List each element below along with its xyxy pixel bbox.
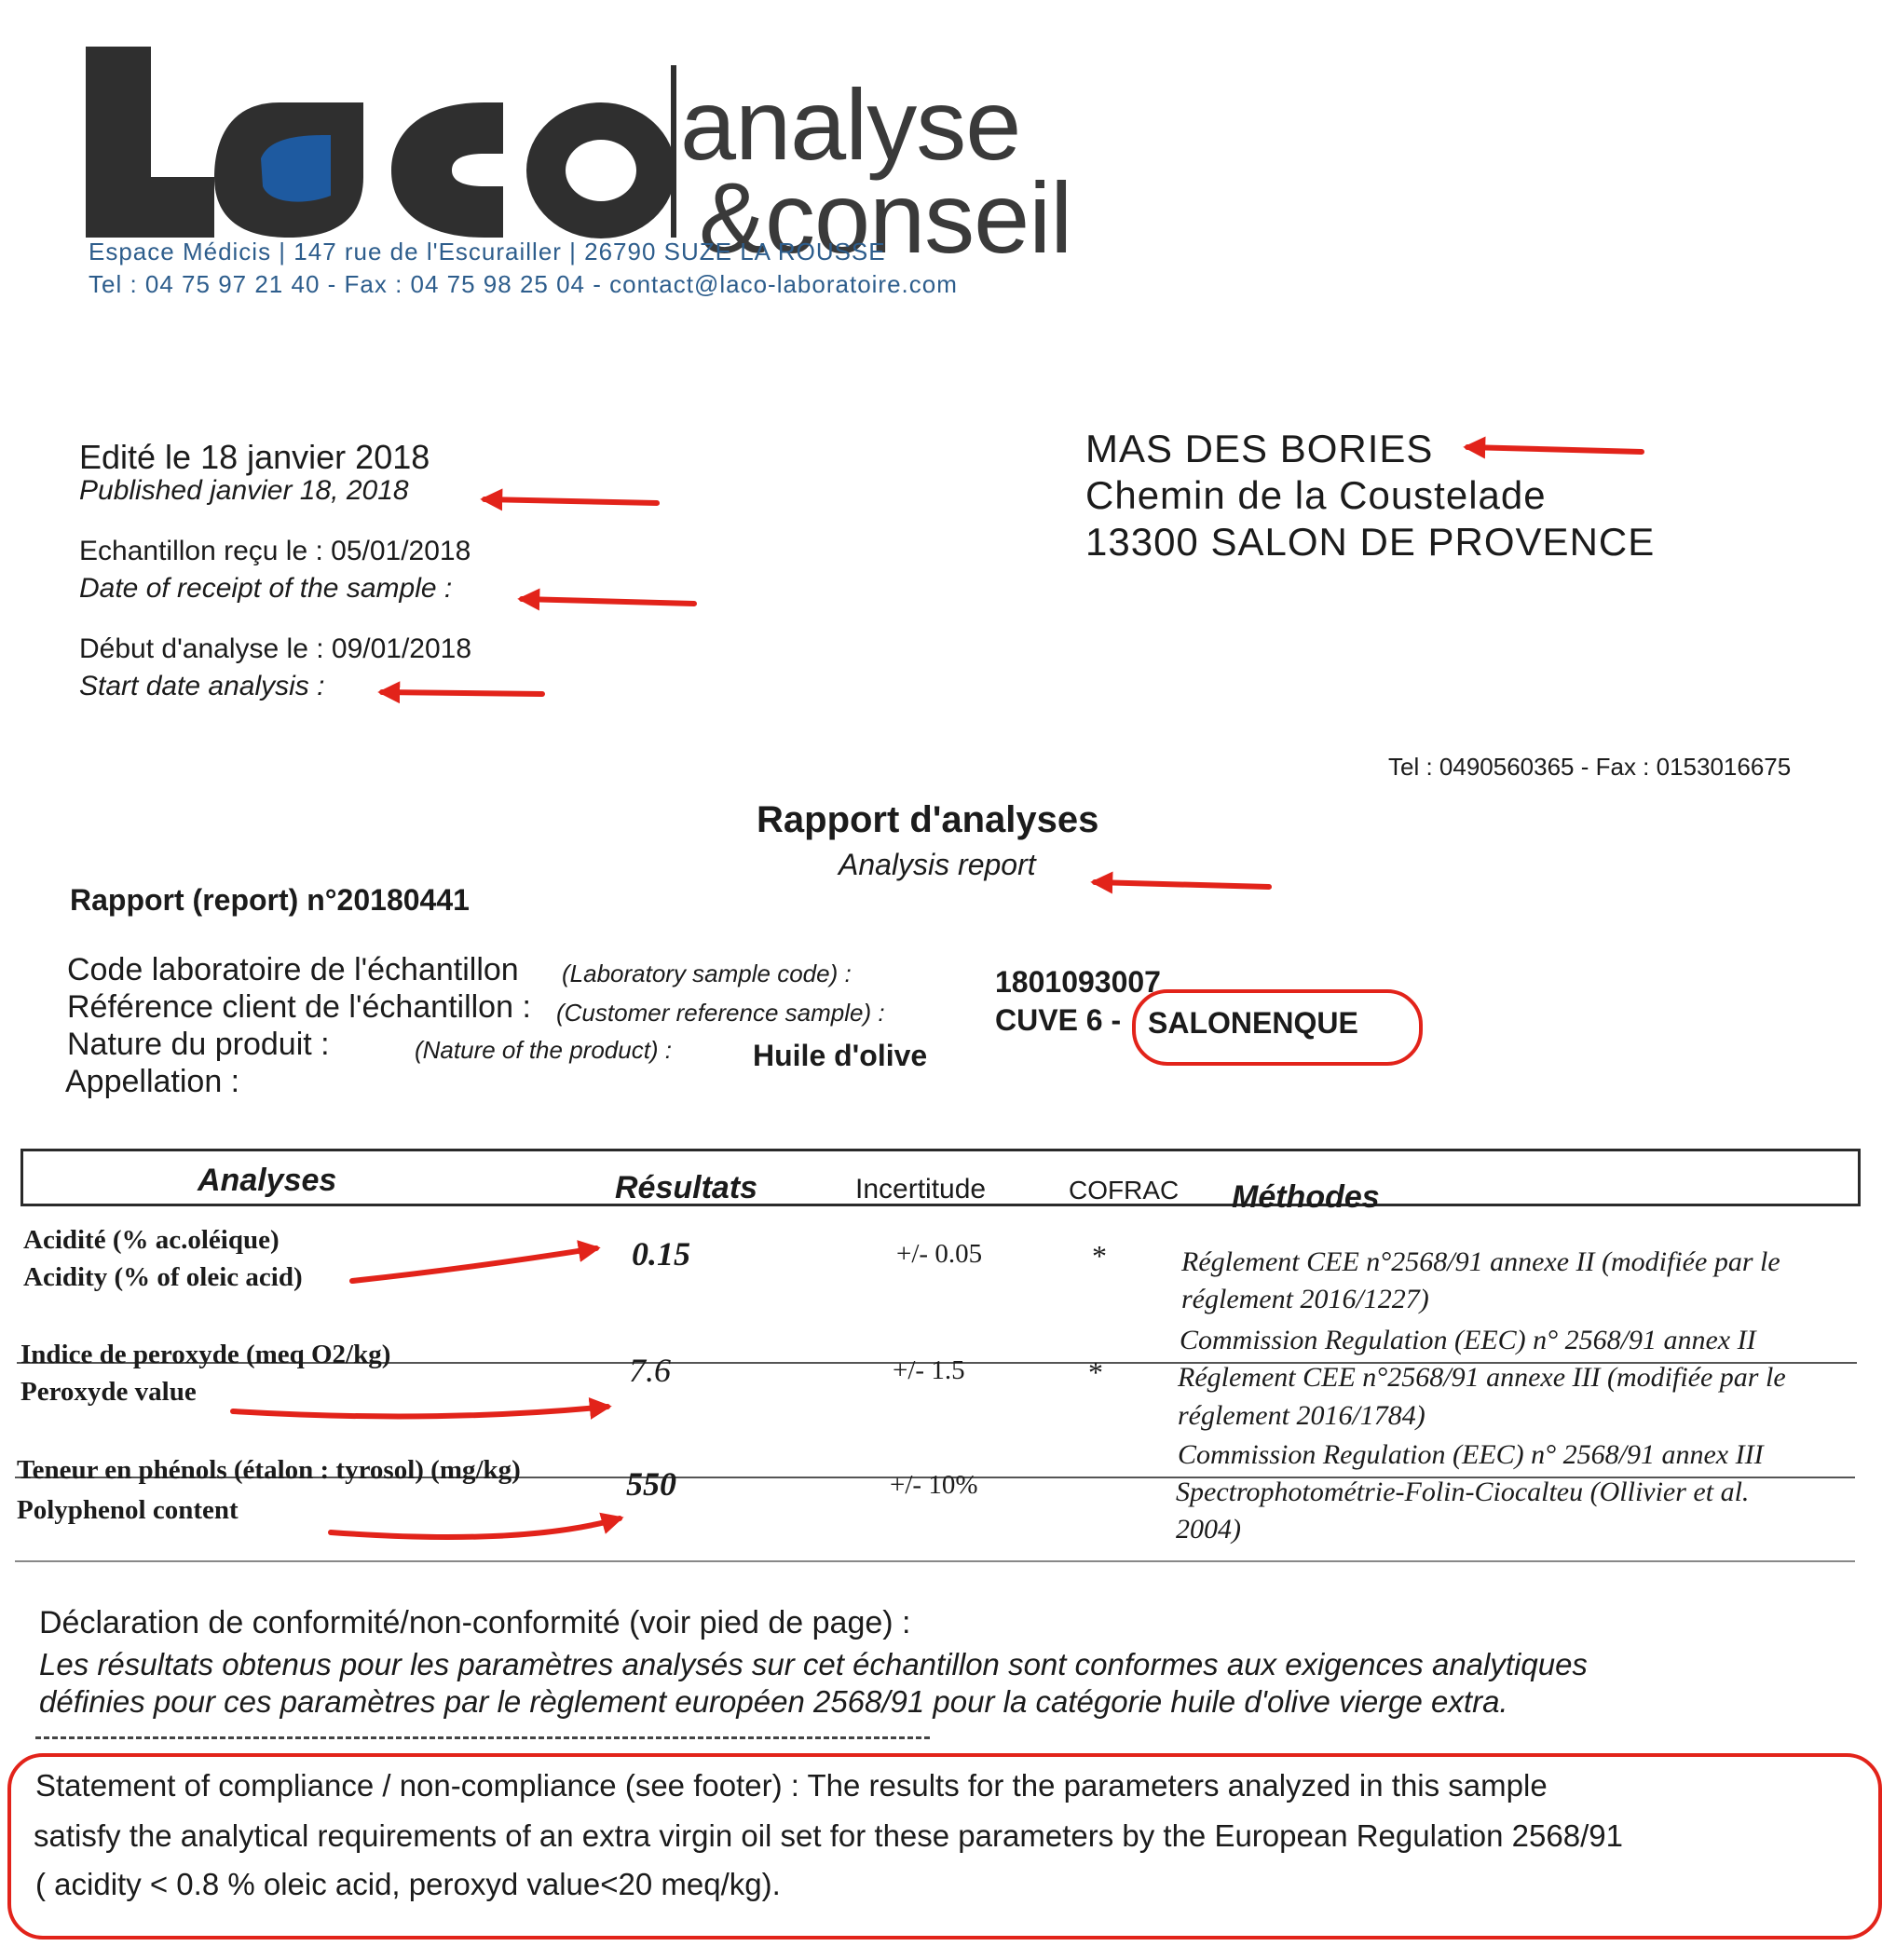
customer-ref-name: SALONENQUE <box>1148 1006 1358 1040</box>
report-number: Rapport (report) n°20180441 <box>70 883 470 917</box>
table-bottom-rule <box>15 1560 1855 1562</box>
arrow-receipt <box>522 599 694 604</box>
col-results: Résultats <box>615 1170 758 1205</box>
row1-method-3: Commission Regulation (EEC) n° 2568/91 annex II <box>1180 1325 1756 1355</box>
edited-date-en: Published janvier 18, 2018 <box>79 475 409 506</box>
start-date-en: Start date analysis : <box>79 671 325 701</box>
lab-code-label: Code laboratoire de l'échantillon <box>67 952 519 987</box>
nature-label-en: (Nature of the product) : <box>415 1036 673 1064</box>
customer-ref-prefix: CUVE 6 - <box>995 1003 1122 1037</box>
row3-uncertainty: +/- 10% <box>890 1470 978 1500</box>
laco-logo-mark <box>84 47 680 242</box>
row2-uncertainty: +/- 1.5 <box>893 1355 965 1385</box>
row2-method-2: réglement 2016/1784) <box>1178 1400 1425 1431</box>
logo-text-analyse: analyse <box>680 68 1021 181</box>
recipient-street: Chemin de la Coustelade <box>1085 473 1547 517</box>
row2-name-fr: Indice de peroxyde (meq O2/kg) <box>20 1340 391 1369</box>
report-title-fr: Rapport d'analyses <box>757 799 1099 840</box>
arrow-peroxyde <box>233 1407 607 1416</box>
customer-ref-highlight <box>1132 989 1423 1066</box>
row3-method-2: 2004) <box>1176 1514 1241 1545</box>
row1-result: 0.15 <box>632 1235 690 1273</box>
statement-line-3: ( acidity < 0.8 % oleic acid, peroxyd value<20 meq/kg). <box>35 1867 781 1901</box>
row2-method-3: Commission Regulation (EEC) n° 2568/91 annex III <box>1178 1439 1764 1470</box>
received-date-fr: Echantillon reçu le : 05/01/2018 <box>79 536 471 566</box>
col-cofrac: COFRAC <box>1069 1176 1180 1205</box>
arrow-analysis-report <box>1095 882 1269 887</box>
row1-method-1: Réglement CEE n°2568/91 annexe II (modifiée par le <box>1181 1246 1780 1277</box>
arrow-acidity <box>352 1248 596 1281</box>
col-methods: Méthodes <box>1232 1179 1380 1215</box>
appellation-label: Appellation : <box>65 1064 240 1099</box>
arrow-start-date <box>382 692 542 694</box>
row1-name-fr: Acidité (% ac.oléique) <box>23 1225 280 1255</box>
lab-code-label-en: (Laboratory sample code) : <box>562 960 852 987</box>
row2-result: 7.6 <box>629 1352 671 1389</box>
recipient-city: 13300 SALON DE PROVENCE <box>1085 520 1656 564</box>
arrow-recipient <box>1467 447 1642 452</box>
row3-method-1: Spectrophotométrie-Folin-Ciocalteu (Ollivier et al. <box>1176 1477 1750 1507</box>
edited-date-fr: Edité le 18 janvier 2018 <box>79 438 430 476</box>
row1-name-en: Acidity (% of oleic acid) <box>23 1262 303 1292</box>
col-uncertainty: Incertitude <box>855 1174 987 1205</box>
row2-cofrac: * <box>1088 1355 1103 1389</box>
nature-label: Nature du produit : <box>67 1027 330 1062</box>
row3-result: 550 <box>626 1465 676 1503</box>
nature-value: Huile d'olive <box>753 1039 928 1072</box>
declaration-line-1: Les résultats obtenus pour les paramètres analysés sur cet échantillon sont conformes aux exigences analytiques <box>39 1647 1588 1681</box>
arrow-published <box>484 499 657 503</box>
logo-divider <box>671 65 676 238</box>
report-title-en: Analysis report <box>839 848 1036 881</box>
declaration-title: Déclaration de conformité/non-conformité (voir pied de page) : <box>39 1605 911 1640</box>
row1-method-2: réglement 2016/1227) <box>1181 1284 1429 1314</box>
col-analyses: Analyses <box>198 1163 337 1198</box>
customer-ref-label-en: (Customer reference sample) : <box>556 999 885 1027</box>
arrow-polyphenol <box>331 1518 620 1537</box>
recipient-phone-fax: Tel : 0490560365 - Fax : 0153016675 <box>1388 753 1792 781</box>
row3-name-fr: Teneur en phénols (étalon : tyrosol) (mg/kg) <box>17 1455 521 1485</box>
declaration-dashed-rule <box>35 1736 930 1739</box>
row1-cofrac: * <box>1092 1239 1107 1273</box>
customer-ref-label: Référence client de l'échantillon : <box>67 989 531 1025</box>
start-date-fr: Début d'analyse le : 09/01/2018 <box>79 633 472 664</box>
logo-text-conseil: &conseil <box>699 161 1072 274</box>
statement-line-1: Statement of compliance / non-compliance (see footer) : The results for the parameters analyzed in this sample <box>35 1768 1548 1803</box>
row1-uncertainty: +/- 0.05 <box>896 1239 983 1269</box>
row3-name-en: Polyphenol content <box>17 1495 239 1525</box>
lab-code-value: 1801093007 <box>995 965 1161 999</box>
row2-method-1: Réglement CEE n°2568/91 annexe III (modifiée par le <box>1178 1362 1786 1393</box>
lab-address: Espace Médicis | 147 rue de l'Escurailler | 26790 SUZE LA ROUSSE <box>89 238 886 265</box>
recipient-name: MAS DES BORIES <box>1085 427 1434 470</box>
received-date-en: Date of receipt of the sample : <box>79 573 453 604</box>
declaration-line-2: définies pour ces paramètres par le règlement européen 2568/91 pour la catégorie huile d'olive vierge extra. <box>39 1684 1508 1719</box>
statement-line-2: satisfy the analytical requirements of an extra virgin oil set for these parameters by the European Regulation 2568/91 <box>34 1818 1623 1853</box>
row2-name-en: Peroxyde value <box>20 1377 197 1407</box>
lab-contact: Tel : 04 75 97 21 40 - Fax : 04 75 98 25 04 - contact@laco-laboratoire.com <box>89 270 958 298</box>
